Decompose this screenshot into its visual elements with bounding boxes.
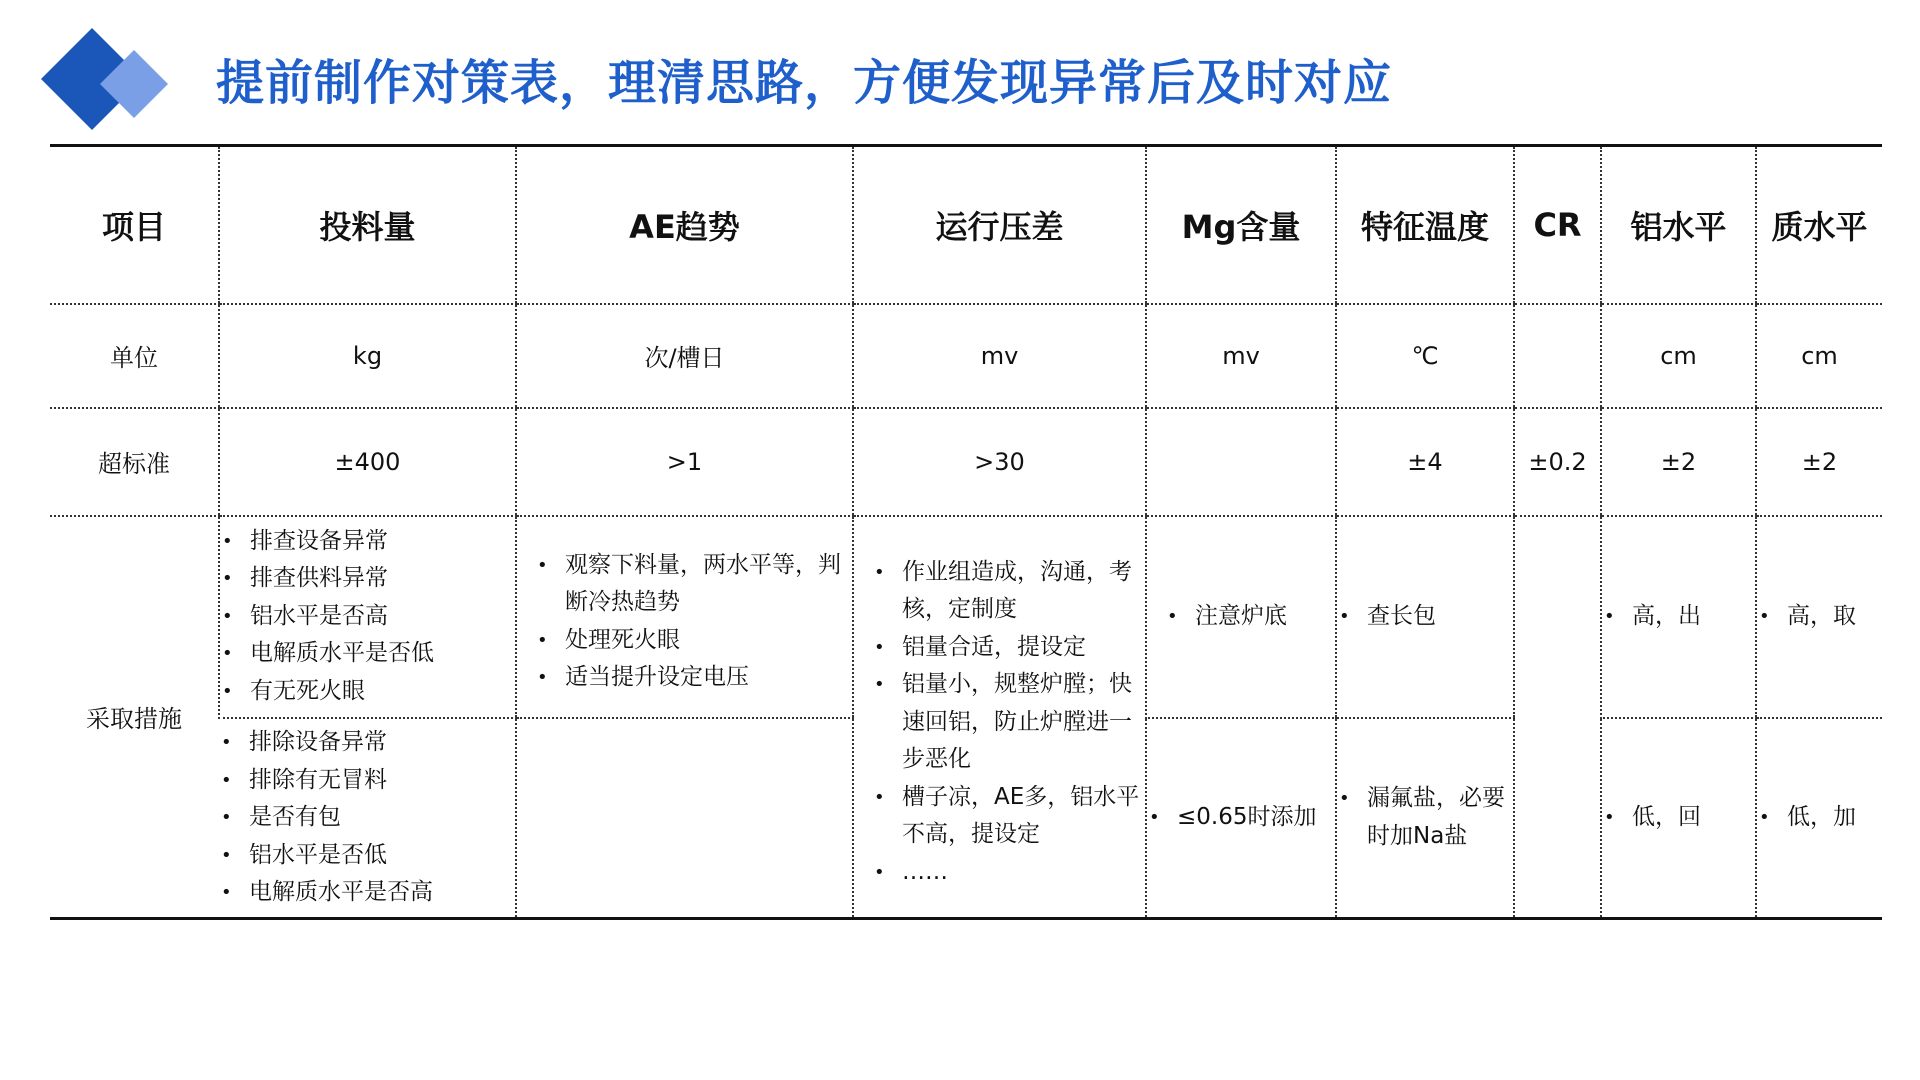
list-item: • 高，出 — [1632, 598, 1755, 636]
mg-low-list — [1147, 799, 1335, 837]
header-feed: 投料量 — [219, 146, 516, 304]
measures-feed-high — [219, 516, 516, 718]
feed-low-list — [219, 724, 515, 912]
standard-ae: >1 — [516, 408, 853, 516]
measures-al-high — [1601, 516, 1756, 718]
list-item: • 铝水平是否低 — [249, 837, 515, 875]
list-item: • 铝量合适，提设定 — [902, 629, 1141, 667]
measures-mg-low — [1146, 718, 1336, 919]
list-item: • 排除设备异常 — [249, 724, 515, 762]
standard-cr: ±0.2 — [1514, 408, 1601, 516]
page-title: 提前制作对策表，理清思路，方便发现异常后及时对应 — [216, 55, 1393, 111]
measures-volt — [853, 516, 1146, 919]
logo-diamonds-icon — [34, 28, 174, 132]
list-item: • 漏氟盐，必要时加Na盐 — [1367, 780, 1513, 855]
header-row — [50, 146, 1882, 304]
list-item: • 查长包 — [1367, 598, 1513, 636]
standard-row — [50, 408, 1882, 516]
measures-bath-low — [1756, 718, 1882, 919]
header-cr: CR — [1514, 146, 1601, 304]
list-item: • 电解质水平是否高 — [249, 874, 515, 912]
feed-high-list — [220, 523, 515, 711]
mg-high-list — [1147, 598, 1335, 636]
list-item: • ≤0.65时添加 — [1177, 799, 1335, 837]
header-mg: Mg含量 — [1146, 146, 1336, 304]
temp-high-list — [1337, 598, 1513, 636]
measures-row-high — [50, 516, 1882, 718]
standard-volt: >30 — [853, 408, 1146, 516]
header-al: 铝水平 — [1601, 146, 1756, 304]
standard-label: 超标准 — [50, 408, 219, 516]
measures-label: 采取措施 — [50, 516, 219, 919]
measures-ae — [516, 516, 853, 718]
unit-label: 单位 — [50, 304, 219, 408]
list-item: • 低，加 — [1787, 799, 1882, 837]
list-item: • …… — [902, 854, 1141, 892]
header-bath: 质水平 — [1756, 146, 1882, 304]
unit-feed: kg — [219, 304, 516, 408]
list-item: • 电解质水平是否低 — [250, 635, 515, 673]
header-item: 项目 — [50, 146, 219, 304]
list-item: • 排查设备异常 — [250, 523, 515, 561]
unit-cr — [1514, 304, 1601, 408]
unit-bath: cm — [1756, 304, 1882, 408]
list-item: • 低，回 — [1632, 799, 1755, 837]
list-item: • 排除有无冒料 — [249, 762, 515, 800]
measures-ae-empty — [516, 718, 853, 919]
list-item: • 铝量小，规整炉膛；快速回铝，防止炉膛进一步恶化 — [902, 666, 1141, 779]
standard-bath: ±2 — [1756, 408, 1882, 516]
list-item: • 排查供料异常 — [250, 560, 515, 598]
measures-temp-low — [1336, 718, 1514, 919]
unit-volt: mv — [853, 304, 1146, 408]
unit-mg: mv — [1146, 304, 1336, 408]
standard-feed: ±400 — [219, 408, 516, 516]
measures-cr — [1514, 516, 1601, 919]
unit-ae: 次/槽日 — [516, 304, 853, 408]
unit-temp: ℃ — [1336, 304, 1514, 408]
standard-al: ±2 — [1601, 408, 1756, 516]
measures-bath-high — [1756, 516, 1882, 718]
header-volt: 运行压差 — [853, 146, 1146, 304]
standard-mg — [1146, 408, 1336, 516]
list-item: • 适当提升设定电压 — [565, 659, 852, 697]
countermeasure-table — [50, 144, 1882, 920]
unit-row — [50, 304, 1882, 408]
temp-low-list — [1337, 780, 1513, 855]
list-item: • 注意炉底 — [1195, 598, 1335, 636]
bath-low-list — [1757, 799, 1882, 837]
list-item: • 高，取 — [1787, 598, 1882, 636]
list-item: • 有无死火眼 — [250, 673, 515, 711]
measures-feed-low — [219, 718, 516, 919]
list-item: • 是否有包 — [249, 799, 515, 837]
header-ae: AE趋势 — [516, 146, 853, 304]
measures-al-low — [1601, 718, 1756, 919]
volt-list — [854, 554, 1141, 892]
al-low-list — [1602, 799, 1755, 837]
list-item: • 作业组造成，沟通，考核，定制度 — [902, 554, 1141, 629]
list-item: • 铝水平是否高 — [250, 598, 515, 636]
standard-temp: ±4 — [1336, 408, 1514, 516]
measures-mg-high — [1146, 516, 1336, 718]
list-item: • 观察下料量，两水平等，判断冷热趋势 — [565, 547, 852, 622]
al-high-list — [1602, 598, 1755, 636]
list-item: • 槽子凉，AE多，铝水平不高，提设定 — [902, 779, 1141, 854]
ae-list — [517, 547, 852, 697]
unit-al: cm — [1601, 304, 1756, 408]
measures-temp-high — [1336, 516, 1514, 718]
header-temp: 特征温度 — [1336, 146, 1514, 304]
bath-high-list — [1757, 598, 1882, 636]
list-item: • 处理死火眼 — [565, 622, 852, 660]
